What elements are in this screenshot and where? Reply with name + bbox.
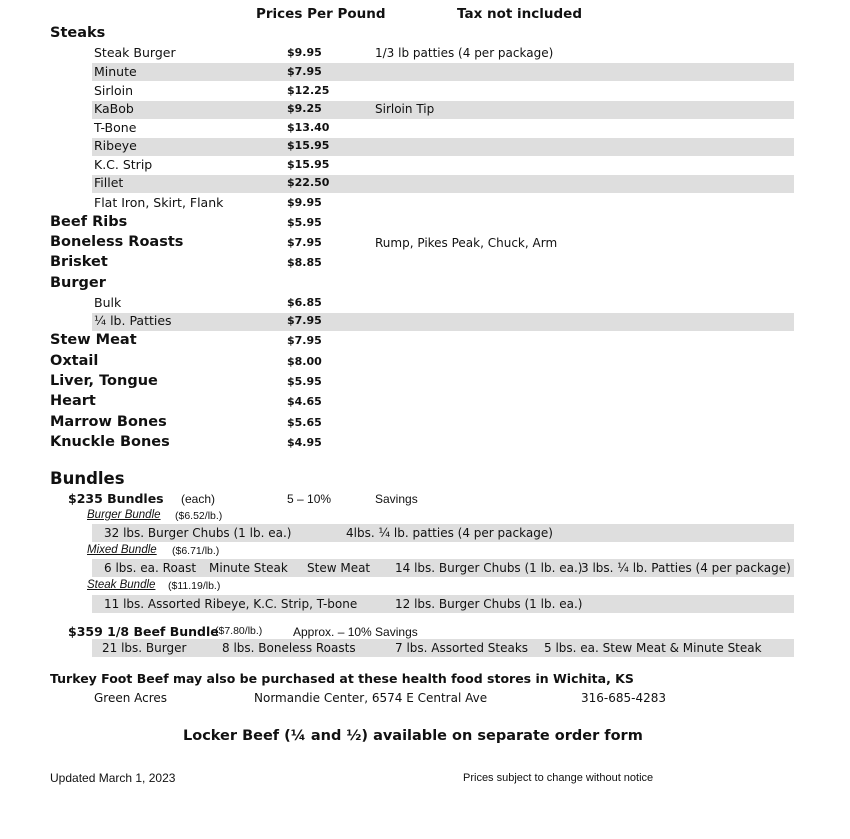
row-shade: [92, 101, 794, 119]
marrow-bones-label: Marrow Bones: [50, 414, 167, 430]
item-price: $9.95: [287, 46, 322, 59]
bundle-359-item: 21 lbs. Burger: [102, 641, 187, 655]
beef-ribs-price: $5.95: [287, 216, 322, 229]
item-name: Ribeye: [94, 138, 137, 153]
beef-ribs-label: Beef Ribs: [50, 214, 128, 230]
steak-bundle-item: 12 lbs. Burger Chubs (1 lb. ea.): [395, 597, 583, 611]
tax-not-included-header: Tax not included: [457, 6, 582, 22]
mixed-bundle-item: 3 lbs. ¼ lb. Patties (4 per package): [581, 561, 791, 575]
burger-bundle-rate: ($6.52/lb.): [175, 510, 223, 522]
steak-bundle-title: Steak Bundle: [87, 579, 156, 591]
bundle-359-item: 7 lbs. Assorted Steaks: [395, 641, 529, 655]
item-price: $13.40: [287, 121, 330, 134]
locker-beef-note: Locker Beef (¼ and ½) available on separate order form: [183, 728, 643, 744]
bundle-359-label: $359 1/8 Beef Bundle: [68, 624, 219, 639]
oxtail-label: Oxtail: [50, 353, 99, 369]
item-price: $15.95: [287, 158, 330, 171]
item-name: T-Bone: [94, 120, 137, 135]
burger-bundle-line: 4lbs. ¼ lb. patties (4 per package): [346, 526, 553, 540]
item-name: Steak Burger: [94, 45, 176, 60]
stew-meat-label: Stew Meat: [50, 332, 137, 348]
item-name: Minute: [94, 64, 137, 79]
item-name: Bulk: [94, 295, 122, 310]
item-price: $6.85: [287, 296, 322, 309]
steaks-title: Steaks: [50, 25, 106, 41]
mixed-bundle-item: Stew Meat: [307, 561, 371, 575]
item-name: Flat Iron, Skirt, Flank: [94, 195, 224, 210]
boneless-roasts-price: $7.95: [287, 236, 322, 249]
mixed-bundle-item: 6 lbs. ea. Roast: [104, 561, 197, 575]
burger-bundle-line: 32 lbs. Burger Chubs (1 lb. ea.): [104, 526, 292, 540]
brisket-price: $8.85: [287, 256, 322, 269]
mixed-bundle-title: Mixed Bundle: [87, 544, 157, 556]
boneless-roasts-note: Rump, Pikes Peak, Chuck, Arm: [375, 236, 558, 250]
bundle-359-rate: ($7.80/lb.): [215, 625, 263, 637]
mixed-bundle-item: 14 lbs. Burger Chubs (1 lb. ea.): [395, 561, 583, 575]
store-phone: 316-685-4283: [581, 691, 667, 705]
burger-title: Burger: [50, 275, 106, 291]
mixed-bundle-item: Minute Steak: [209, 561, 288, 575]
bundle-359-item: 5 lbs. ea. Stew Meat & Minute Steak: [544, 641, 762, 655]
item-name: K.C. Strip: [94, 157, 153, 172]
steak-bundle-rate: ($11.19/lb.): [168, 580, 221, 592]
bundle-235-range: 5 – 10%: [287, 492, 332, 506]
oxtail-price: $8.00: [287, 355, 322, 368]
bundle-359-savings: Approx. – 10% Savings: [293, 625, 418, 639]
store-name: Green Acres: [94, 691, 168, 705]
steak-bundle-item: 11 lbs. Assorted Ribeye, K.C. Strip, T-bone: [104, 597, 358, 611]
item-name: Fillet: [94, 175, 124, 190]
item-price: $9.95: [287, 196, 322, 209]
item-price: $22.50: [287, 176, 330, 189]
heart-label: Heart: [50, 393, 96, 409]
stew-meat-price: $7.95: [287, 334, 322, 347]
item-price: $15.95: [287, 139, 330, 152]
heart-price: $4.65: [287, 395, 322, 408]
liver-tongue-price: $5.95: [287, 375, 322, 388]
row-shade: [92, 63, 794, 81]
bundle-235-savings: Savings: [375, 492, 418, 506]
price-notice: Prices subject to change without notice: [463, 772, 654, 784]
item-note: Sirloin Tip: [375, 102, 435, 116]
burger-bundle-title: Burger Bundle: [87, 509, 161, 521]
liver-tongue-label: Liver, Tongue: [50, 373, 158, 389]
item-price: $7.95: [287, 314, 322, 327]
item-note: 1/3 lb patties (4 per package): [375, 46, 554, 60]
prices-per-pound-header: Prices Per Pound: [256, 6, 386, 22]
row-shade: [92, 175, 794, 193]
item-price: $7.95: [287, 65, 322, 78]
bundle-235-label: $235 Bundles: [68, 491, 164, 506]
bundle-359-item: 8 lbs. Boneless Roasts: [222, 641, 356, 655]
boneless-roasts-label: Boneless Roasts: [50, 234, 184, 250]
bundle-235-each: (each): [181, 492, 216, 506]
mixed-bundle-rate: ($6.71/lb.): [172, 545, 220, 557]
brisket-label: Brisket: [50, 254, 108, 270]
item-price: $9.25: [287, 102, 322, 115]
item-name: Sirloin: [94, 83, 134, 98]
item-name: KaBob: [94, 101, 134, 116]
store-address: Normandie Center, 6574 E Central Ave: [254, 691, 488, 705]
row-shade: [92, 138, 794, 156]
stores-heading: Turkey Foot Beef may also be purchased at these health food stores in Wichita, KS: [50, 671, 634, 686]
item-price: $12.25: [287, 84, 330, 97]
item-name: ¼ lb. Patties: [94, 313, 172, 328]
bundles-title: Bundles: [50, 469, 125, 488]
marrow-bones-price: $5.65: [287, 416, 322, 429]
knuckle-bones-label: Knuckle Bones: [50, 434, 170, 450]
knuckle-bones-price: $4.95: [287, 436, 322, 449]
updated-date: Updated March 1, 2023: [50, 771, 176, 785]
row-shade: [92, 313, 794, 331]
